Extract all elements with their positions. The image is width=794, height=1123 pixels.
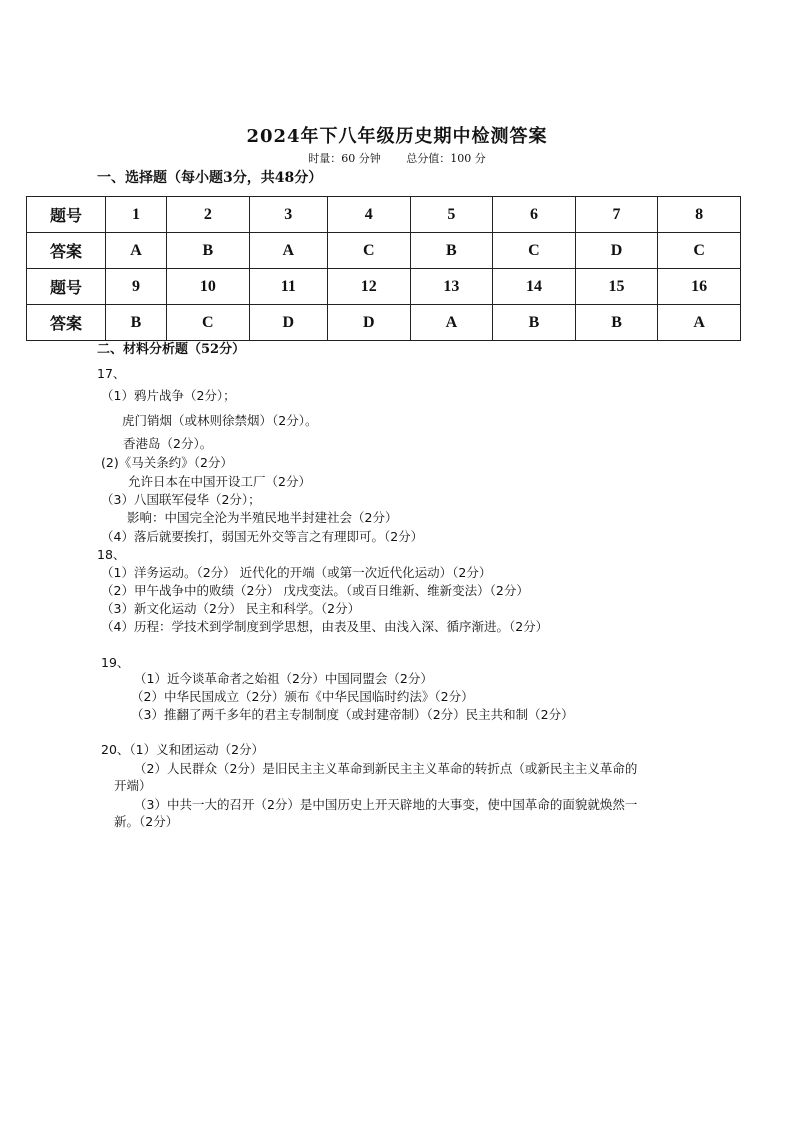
answer-cell: A (658, 305, 741, 341)
question-number: 3 (249, 197, 327, 233)
question-number: 14 (493, 269, 576, 305)
document-title: 2024年下八年级历史期中检测答案 (246, 126, 548, 147)
answer-line: （1）鸦片战争（2分）； (101, 388, 236, 403)
question-number: 7 (575, 197, 658, 233)
question-number: 11 (249, 269, 327, 305)
answer-cell: B (493, 305, 576, 341)
answer-cell: D (249, 305, 327, 341)
section-heading-material: 二、材料分析题（52分） (97, 342, 246, 357)
answer-cell: D (575, 233, 658, 269)
question-number: 15 (575, 269, 658, 305)
answer-cell: B (410, 233, 493, 269)
answer-cell: C (327, 233, 410, 269)
answer-cell: A (410, 305, 493, 341)
total-score: 总分值：100 分 (406, 152, 486, 165)
answer-line: （2）甲午战争中的败绩（2分） 戊戌变法。（或百日维新、维新变法）（2分） (101, 583, 529, 598)
answer-table (26, 196, 741, 341)
row-header-number: 题号 (27, 197, 106, 233)
answer-cell: A (106, 233, 167, 269)
question-number: 8 (658, 197, 741, 233)
time-limit: 时量：60 分钟 (308, 152, 381, 165)
question-number: 5 (410, 197, 493, 233)
question-label-20: 20、（1）义和团运动（2分） (101, 742, 265, 757)
question-number: 2 (167, 197, 250, 233)
row-header-answer: 答案 (27, 305, 106, 341)
answer-line: 虎门销烟（或林则徐禁烟）（2分）。 (122, 413, 318, 428)
question-label-19: 19、 (101, 655, 130, 670)
question-number: 1 (106, 197, 167, 233)
question-number: 9 (106, 269, 167, 305)
answer-line: （3）中共一大的召开（2分）是中国历史上开天辟地的大事变，使中国革命的面貌就焕然一 (134, 797, 638, 812)
answer-line: 开端） (114, 778, 152, 793)
answer-cell: A (249, 233, 327, 269)
answer-line: （1）洋务运动。（2分） 近代化的开端（或第一次近代化运动）（2分） (101, 565, 492, 580)
section-heading-choice: 一、选择题（每小题3分，共48分） (97, 170, 323, 186)
answer-cell: C (493, 233, 576, 269)
answer-cell: D (327, 305, 410, 341)
question-number: 12 (327, 269, 410, 305)
answer-cell: B (106, 305, 167, 341)
question-number: 13 (410, 269, 493, 305)
row-header-number: 题号 (27, 269, 106, 305)
question-label-18: 18、 (97, 547, 126, 562)
answer-line: （4）历程：学技术到学制度到学思想，由表及里、由浅入深、循序渐进。（2分） (101, 619, 549, 634)
question-number: 6 (493, 197, 576, 233)
answer-line: （3）新文化运动（2分） 民主和科学。（2分） (101, 601, 361, 616)
table-row-numbers-2 (27, 269, 741, 305)
answer-line: （2）中华民国成立（2分）颁布《中华民国临时约法》（2分） (131, 689, 474, 704)
row-header-answer: 答案 (27, 233, 106, 269)
question-label-17: 17、 (97, 366, 126, 381)
answer-line: （3）八国联军侵华（2分）； (101, 492, 261, 507)
answer-line: 允许日本在中国开设工厂（2分） (128, 474, 311, 489)
answer-cell: C (658, 233, 741, 269)
answer-line: （3）推翻了两千多年的君主专制制度（或封建帝制）（2分）民主共和制（2分） (131, 707, 574, 722)
answer-line: (2)《马关条约》（2分） (101, 455, 233, 470)
answer-line: 新。（2分） (114, 814, 179, 829)
question-number: 4 (327, 197, 410, 233)
answer-cell: C (167, 305, 250, 341)
answer-line: （4）落后就要挨打，弱国无外交等言之有理即可。（2分） (101, 529, 424, 544)
answer-line: 影响：中国完全沦为半殖民地半封建社会（2分） (127, 510, 398, 525)
answer-line: 香港岛（2分）。 (123, 436, 213, 451)
table-row-numbers-1 (27, 197, 741, 233)
table-row-answers-1 (27, 233, 741, 269)
answer-line: （1）近今谈革命者之始祖（2分）中国同盟会（2分） (134, 671, 433, 686)
answer-cell: B (167, 233, 250, 269)
table-row-answers-2 (27, 305, 741, 341)
question-number: 16 (658, 269, 741, 305)
answer-line: （2）人民群众（2分）是旧民主主义革命到新民主主义革命的转折点（或新民主主义革命的 (134, 761, 638, 776)
question-number: 10 (167, 269, 250, 305)
answer-cell: B (575, 305, 658, 341)
exam-meta (0, 150, 794, 166)
